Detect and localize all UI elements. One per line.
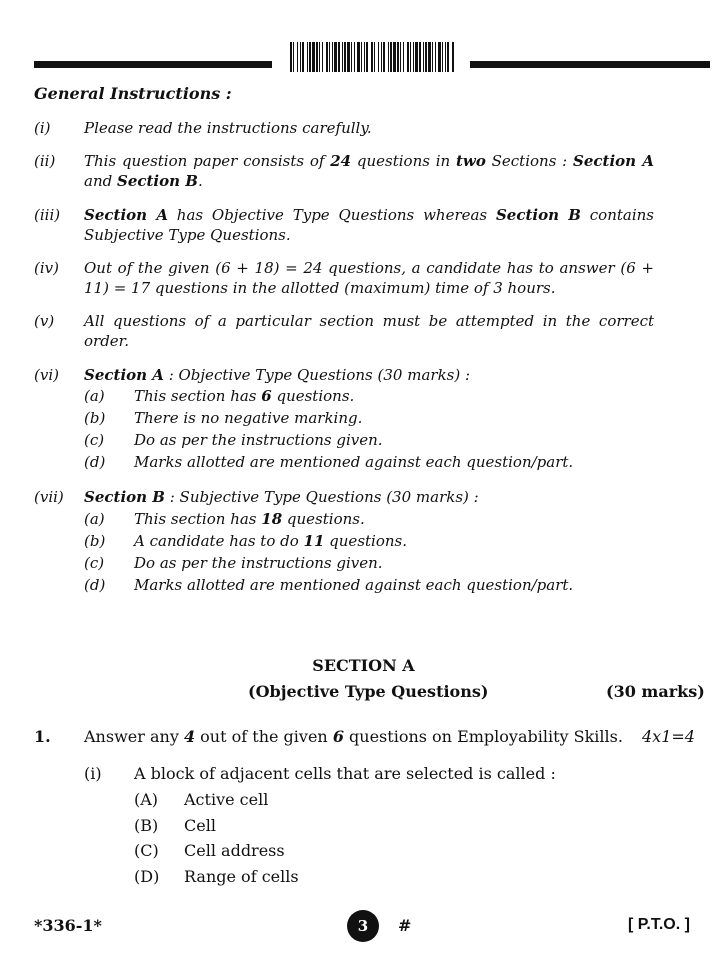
barcode-bar: [419, 42, 421, 72]
instruction-text: This question paper consists of 24 questions in two Sections : Section A and Section B.: [84, 152, 654, 190]
barcode-bar: [423, 42, 424, 72]
option-label: (D): [134, 867, 160, 886]
barcode-bar: [361, 42, 362, 72]
section-a-item: [84, 386, 354, 406]
barcode-bar: [307, 42, 308, 72]
item-text: This section has 18 questions.: [134, 510, 365, 528]
item-text: This section has 6 questions.: [134, 387, 355, 405]
paper-code: *336-1*: [34, 916, 102, 935]
option-text: Cell address: [184, 841, 285, 860]
barcode-bar: [438, 42, 441, 72]
barcode-bar: [366, 42, 368, 72]
page-number-badge: 3: [347, 910, 379, 942]
hash-mark: #: [398, 916, 412, 935]
general-instructions-heading: General Instructions :: [34, 84, 232, 103]
barcode-bar: [290, 42, 292, 72]
option-label: (C): [134, 841, 159, 860]
question-text: Answer any 4 out of the given 6 questions on Employability Skills.: [84, 727, 623, 746]
item-text: Do as per the instructions given.: [134, 554, 383, 572]
item-letter: (a): [84, 387, 105, 405]
barcode-bar: [393, 42, 396, 72]
barcode-bar: [364, 42, 365, 72]
barcode-bar: [397, 42, 399, 72]
instruction-text: Out of the given (6 + 18) = 24 questions, a candidate has to answer (6 + 11) = 17 questions in the allotted (maximum) time of 3 hours.: [84, 259, 654, 297]
barcode-bar: [326, 42, 328, 72]
barcode-bar: [338, 42, 340, 72]
item-text: Do as per the instructions given.: [134, 431, 383, 449]
barcode-bar: [342, 42, 343, 72]
barcode-bar: [357, 42, 360, 72]
subquestion-number: (i): [84, 764, 102, 783]
item-text: A candidate has to do 11 questions.: [134, 532, 407, 550]
barcode-bar: [445, 42, 446, 72]
barcode-bar: [388, 42, 389, 72]
item-letter: (a): [84, 510, 105, 528]
barcode-bar: [432, 42, 433, 72]
section-a-item: [84, 430, 383, 450]
barcode-bar: [293, 42, 294, 72]
barcode-bar: [316, 42, 318, 72]
section-b-item: [84, 575, 573, 595]
section-b-item: [84, 509, 365, 529]
barcode-bar: [403, 42, 404, 72]
barcode-bar: [452, 42, 454, 72]
instruction-text: Section A : Objective Type Questions (30 marks) :: [84, 366, 471, 384]
instruction-text: All questions of a particular section must be attempted in the correct order.: [84, 312, 654, 350]
instruction-number: (vi): [34, 366, 59, 384]
option-label: (A): [134, 790, 159, 809]
option-text: Active cell: [184, 790, 269, 809]
instruction-vi: [34, 365, 654, 385]
top-rule-left: [34, 61, 272, 68]
instruction-number: (i): [34, 119, 51, 137]
top-rule-right: [470, 61, 710, 68]
instruction-text: Please read the instructions carefully.: [84, 119, 372, 137]
item-text: There is no negative marking.: [134, 409, 363, 427]
item-letter: (d): [84, 576, 106, 594]
instruction-number: (vii): [34, 488, 64, 506]
option-label: (B): [134, 816, 159, 835]
barcode-bar: [297, 42, 298, 72]
instruction-text: Section B : Subjective Type Questions (30 marks) :: [84, 488, 479, 506]
item-text: Marks allotted are mentioned against each question/part.: [134, 453, 574, 471]
barcode-bar: [334, 42, 337, 72]
barcode-bar: [332, 42, 333, 72]
instruction-ii: [34, 151, 654, 191]
section-marks: (30 marks): [606, 682, 705, 701]
barcode-bar: [309, 42, 311, 72]
barcode-bar: [300, 42, 301, 72]
barcode-bar: [329, 42, 330, 72]
instruction-number: (iv): [34, 259, 59, 277]
item-text: Marks allotted are mentioned against each question/part.: [134, 576, 574, 594]
section-subtitle: (Objective Type Questions): [248, 682, 489, 701]
barcode-bar: [428, 42, 431, 72]
instruction-vii: [34, 487, 654, 507]
barcode-bar: [381, 42, 382, 72]
barcode-bar: [447, 42, 449, 72]
option-text: Range of cells: [184, 867, 299, 886]
barcode-bar: [407, 42, 409, 72]
barcode-bar: [344, 42, 346, 72]
barcode-bar: [371, 42, 373, 72]
barcode-bar: [435, 42, 436, 72]
barcode-bar: [378, 42, 379, 72]
instruction-number: (v): [34, 312, 55, 330]
barcode-bar: [425, 42, 427, 72]
option-text: Cell: [184, 816, 216, 835]
barcode-bar: [322, 42, 323, 72]
item-letter: (d): [84, 453, 106, 471]
section-a-item: [84, 452, 573, 472]
barcode-bar: [442, 42, 443, 72]
section-title: SECTION A: [312, 656, 415, 675]
item-letter: (b): [84, 532, 106, 550]
barcode-bar: [302, 42, 304, 72]
section-b-item: [84, 531, 407, 551]
pto-label: [ P.T.O. ]: [628, 916, 690, 933]
instruction-iv: [34, 258, 654, 298]
barcode-bar: [319, 42, 320, 72]
section-b-item: [84, 553, 383, 573]
section-a-item: [84, 408, 362, 428]
instruction-number: (iii): [34, 206, 61, 224]
instruction-number: (ii): [34, 152, 56, 170]
instruction-i: [34, 118, 654, 138]
question-number: 1.: [34, 727, 51, 746]
barcode-bar: [312, 42, 315, 72]
barcode-bar: [413, 42, 414, 72]
barcode-bar: [415, 42, 418, 72]
subquestion-text: A block of adjacent cells that are selected is called :: [134, 764, 556, 783]
barcode-bar: [374, 42, 375, 72]
barcode-bar: [347, 42, 350, 72]
instruction-iii: [34, 205, 654, 245]
barcode-bar: [390, 42, 392, 72]
barcode-bar: [354, 42, 355, 72]
barcode-bar: [383, 42, 385, 72]
question-marks: 4x1=4: [642, 727, 695, 746]
barcode-bar: [400, 42, 401, 72]
barcode-bar: [410, 42, 411, 72]
instruction-text: Section A has Objective Type Questions whereas Section B contains Subjective Type Questions.: [84, 206, 654, 244]
item-letter: (b): [84, 409, 106, 427]
barcode-bar: [351, 42, 352, 72]
instruction-v: [34, 311, 654, 351]
item-letter: (c): [84, 554, 105, 572]
barcode: [290, 42, 454, 72]
item-letter: (c): [84, 431, 105, 449]
